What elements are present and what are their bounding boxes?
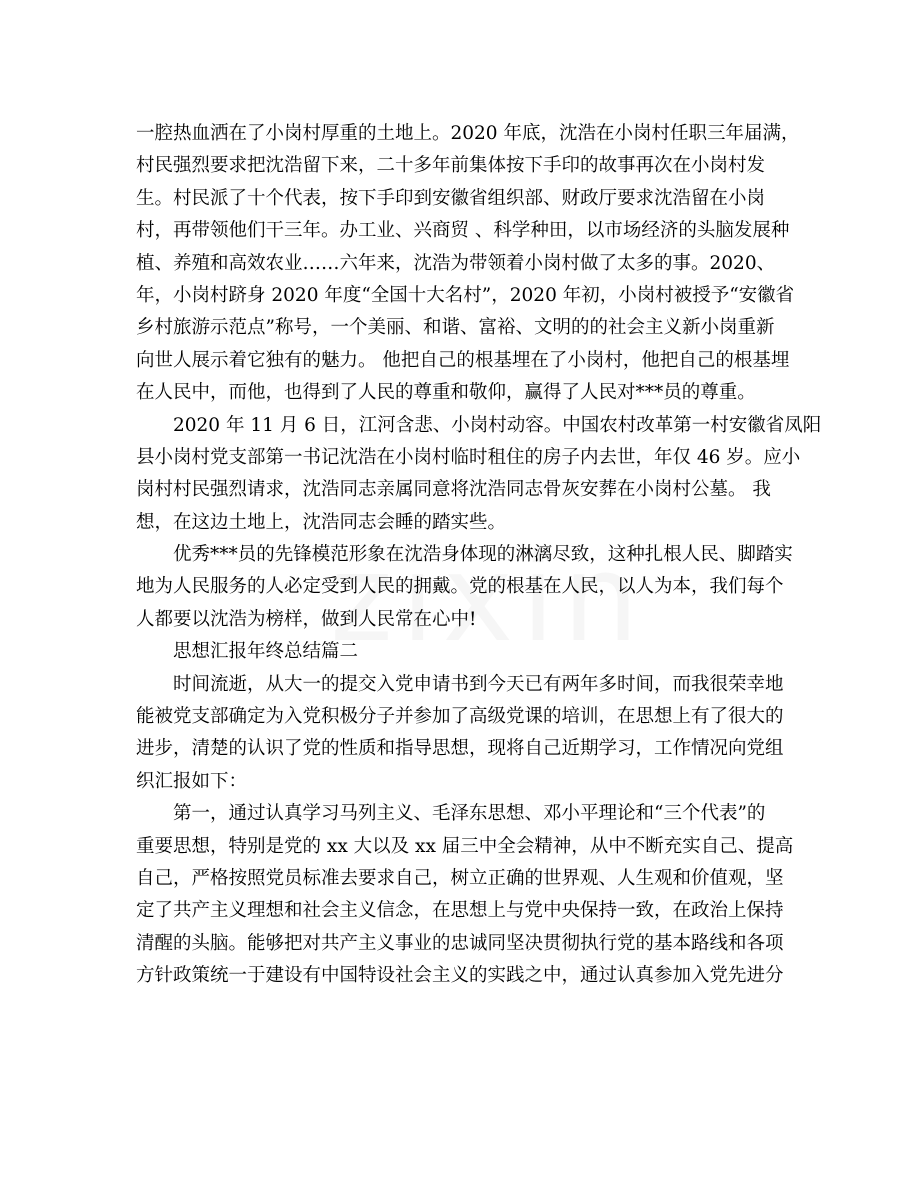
text-line: 生。村民派了十个代表，按下手印到安徽省组织部、财政厅要求沈浩留在小岗 [136,187,766,209]
text-line: 进步，清楚的认识了党的性质和指导思想，现将自己近期学习，工作情况向党组 [136,738,784,760]
text-line: 第一，通过认真学习马列主义、毛泽东思想、邓小平理论和“三个代表”的 [173,803,766,825]
text-line: 乡村旅游示范点”称号，一个美丽、和谐、富裕、文明的的社会主义新小岗重新 [136,317,775,339]
document-body [136,118,822,993]
text-line: 村，再带领他们干三年。办工业、兴商贸 、科学种田，以市场经济的头脑发展种 [136,220,790,242]
text-line: 2020 年 11 月 6 日，江河含悲、小岗村动容。中国农村改革第一村安徽省凤阳 [173,414,822,436]
text-line: 织汇报如下： [136,770,248,792]
text-line: 定了共产主义理想和社会主义信念，在思想上与党中央保持一致，在政治上保持 [136,900,784,922]
text-line: 向世人展示着它独有的魅力。 他把自己的根基埋在了小岗村，他把自己的根基埋 [136,349,790,371]
text-line: 自己，严格按照党员标准去要求自己，树立正确的世界观、人生观和价值观，坚 [136,867,784,889]
text-line: 方针政策统一于建设有中国特设社会主义的实践之中，通过认真参加入党先进分 [136,965,784,987]
text-line: 在人民中，而他，也得到了人民的尊重和敬仰，赢得了人民对***员的尊重。 [136,382,756,404]
text-line: 能被党支部确定为入党积极分子并参加了高级党课的培训，在思想上有了很大的 [136,706,784,728]
text-line: 思想汇报年终总结篇二 [173,641,359,663]
text-line: 村民强烈要求把沈浩留下来，二十多年前集体按下手印的故事再次在小岗村发 [136,155,766,177]
text-line: 想，在这边土地上，沈浩同志会睡的踏实些。 [136,511,507,533]
text-line: 优秀***员的先锋模范形象在沈浩身体现的淋漓尽致，这种扎根人民、脚踏实 [173,544,793,566]
text-line: 地为人民服务的人必定受到人民的拥戴。党的根基在人民，以人为本，我们每个 [136,576,784,598]
text-line: 人都要以沈浩为榜样，做到人民常在心中! [136,608,477,630]
text-line: 县小岗村党支部第一书记沈浩在小岗村临时租住的房子内去世，年仅 46 岁。应小 [136,446,801,468]
text-line: 清醒的头脑。能够把对共产主义事业的忠诚同坚决贯彻执行党的基本路线和各项 [136,932,784,954]
text-line: 重要思想，特别是党的 xx 大以及 xx 届三中全会精神，从中不断充实自己、提高 [136,835,794,857]
text-line: 一腔热血洒在了小岗村厚重的土地上。2020 年底，沈浩在小岗村任职三年届满， [136,123,800,144]
text-line: 时间流逝，从大一的提交入党申请书到今天已有两年多时间，而我很荣幸地 [173,673,784,695]
text-line: 岗村村民强烈请求，沈浩同志亲属同意将沈浩同志骨灰安葬在小岗村公墓。 我 [136,479,771,501]
text-line: 植、养殖和高效农业……六年来，沈浩为带领着小岗村做了太多的事。2020、 [136,252,776,274]
text-line: 年，小岗村跻身 2020 年度“全国十大名村”，2020 年初，小岗村被授予“安徽省 [136,284,795,306]
